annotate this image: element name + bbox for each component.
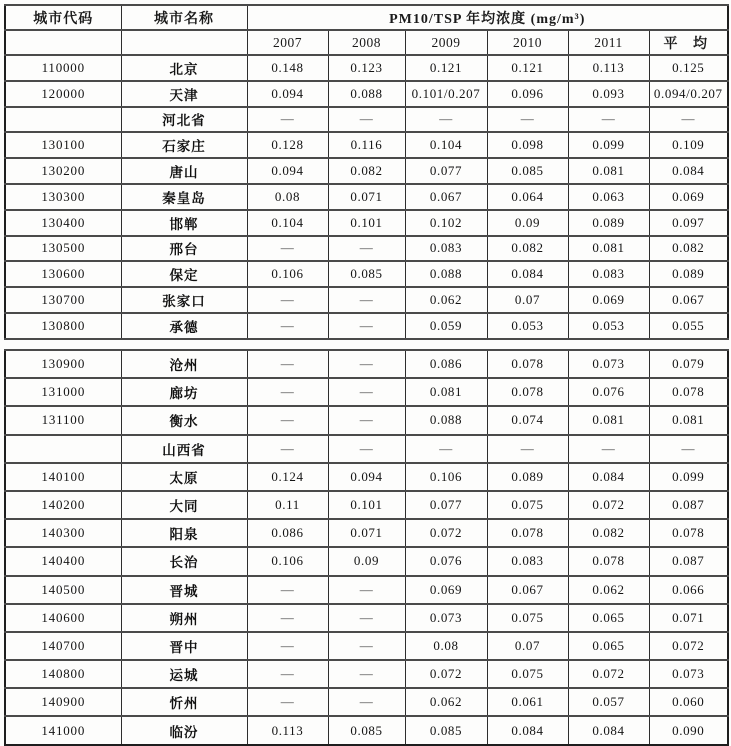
value-cell: 0.062 bbox=[405, 287, 487, 313]
city-name-cell: 长治 bbox=[121, 547, 247, 575]
value-cell: 0.083 bbox=[405, 236, 487, 262]
city-code-cell: 110000 bbox=[5, 55, 121, 81]
value-cell: 0.124 bbox=[247, 463, 328, 491]
value-cell: 0.073 bbox=[568, 350, 649, 378]
value-cell: 0.076 bbox=[568, 378, 649, 406]
value-cell: 0.093 bbox=[568, 81, 649, 107]
value-cell: 0.053 bbox=[487, 313, 568, 339]
value-cell: 0.128 bbox=[247, 132, 328, 158]
value-cell: — bbox=[328, 378, 405, 406]
city-name-cell: 承德 bbox=[121, 313, 247, 339]
value-cell: 0.081 bbox=[405, 378, 487, 406]
value-cell: 0.096 bbox=[487, 81, 568, 107]
city-code-cell: 140600 bbox=[5, 604, 121, 632]
value-cell: 0.071 bbox=[649, 604, 728, 632]
value-cell: 0.099 bbox=[568, 132, 649, 158]
city-name-cell: 邯郸 bbox=[121, 210, 247, 236]
value-cell: 0.065 bbox=[568, 632, 649, 660]
table-row bbox=[5, 184, 728, 210]
table-row bbox=[5, 604, 728, 632]
value-cell: 0.085 bbox=[328, 261, 405, 287]
value-cell: 0.067 bbox=[405, 184, 487, 210]
city-name-cell: 阳泉 bbox=[121, 519, 247, 547]
value-cell: — bbox=[328, 576, 405, 604]
value-cell: 0.08 bbox=[247, 184, 328, 210]
city-code-cell: 140900 bbox=[5, 688, 121, 716]
value-cell: — bbox=[328, 435, 405, 463]
value-cell: 0.084 bbox=[568, 463, 649, 491]
value-cell: 0.055 bbox=[649, 313, 728, 339]
value-cell: — bbox=[247, 632, 328, 660]
table-row bbox=[5, 716, 728, 745]
header-pm-title: PM10/TSP 年均浓度 (mg/m³) bbox=[247, 5, 728, 30]
value-cell: 0.08 bbox=[405, 632, 487, 660]
value-cell: 0.101 bbox=[328, 210, 405, 236]
city-code-cell: 130300 bbox=[5, 184, 121, 210]
value-cell: 0.072 bbox=[405, 519, 487, 547]
value-cell: 0.078 bbox=[487, 350, 568, 378]
value-cell: 0.116 bbox=[328, 132, 405, 158]
header-city-code: 城市代码 bbox=[5, 5, 121, 30]
city-code-cell: 140300 bbox=[5, 519, 121, 547]
value-cell: 0.106 bbox=[247, 547, 328, 575]
header-year-2010: 2010 bbox=[487, 30, 568, 55]
value-cell: 0.074 bbox=[487, 406, 568, 434]
value-cell: 0.069 bbox=[568, 287, 649, 313]
value-cell: 0.094 bbox=[247, 81, 328, 107]
city-name-cell: 沧州 bbox=[121, 350, 247, 378]
value-cell: 0.082 bbox=[568, 519, 649, 547]
value-cell: 0.083 bbox=[568, 261, 649, 287]
value-cell: — bbox=[328, 107, 405, 133]
city-code-cell: 140100 bbox=[5, 463, 121, 491]
value-cell: 0.082 bbox=[328, 158, 405, 184]
table-row bbox=[5, 313, 728, 339]
value-cell: 0.101 bbox=[328, 491, 405, 519]
table-row bbox=[5, 287, 728, 313]
city-code-cell: 130700 bbox=[5, 287, 121, 313]
pm-concentration-table-lower bbox=[4, 349, 729, 746]
city-code-cell: 140200 bbox=[5, 491, 121, 519]
value-cell: 0.072 bbox=[568, 660, 649, 688]
value-cell: — bbox=[328, 660, 405, 688]
city-name-cell: 唐山 bbox=[121, 158, 247, 184]
value-cell: 0.089 bbox=[649, 261, 728, 287]
value-cell: 0.065 bbox=[568, 604, 649, 632]
header-year-2009: 2009 bbox=[405, 30, 487, 55]
value-cell: — bbox=[328, 236, 405, 262]
city-code-cell bbox=[5, 435, 121, 463]
value-cell: 0.067 bbox=[649, 287, 728, 313]
city-name-cell: 天津 bbox=[121, 81, 247, 107]
city-name-cell: 运城 bbox=[121, 660, 247, 688]
value-cell: 0.072 bbox=[405, 660, 487, 688]
value-cell: — bbox=[328, 287, 405, 313]
value-cell: — bbox=[247, 350, 328, 378]
table-row bbox=[5, 463, 728, 491]
table-row bbox=[5, 107, 728, 133]
value-cell: 0.088 bbox=[328, 81, 405, 107]
city-name-cell: 北京 bbox=[121, 55, 247, 81]
table-row bbox=[5, 576, 728, 604]
value-cell: 0.075 bbox=[487, 491, 568, 519]
value-cell: 0.094 bbox=[328, 463, 405, 491]
value-cell: — bbox=[405, 107, 487, 133]
city-code-cell: 131000 bbox=[5, 378, 121, 406]
value-cell: 0.071 bbox=[328, 184, 405, 210]
value-cell: 0.069 bbox=[405, 576, 487, 604]
value-cell: 0.053 bbox=[568, 313, 649, 339]
value-cell: 0.072 bbox=[649, 632, 728, 660]
city-name-cell: 廊坊 bbox=[121, 378, 247, 406]
table-row bbox=[5, 81, 728, 107]
value-cell: 0.085 bbox=[405, 716, 487, 745]
header-row-main bbox=[5, 5, 728, 30]
city-code-cell: 130200 bbox=[5, 158, 121, 184]
value-cell: 0.076 bbox=[405, 547, 487, 575]
header-average: 平 均 bbox=[649, 30, 728, 55]
city-name-cell: 保定 bbox=[121, 261, 247, 287]
header-city-name: 城市名称 bbox=[121, 5, 247, 30]
value-cell: 0.073 bbox=[405, 604, 487, 632]
city-code-cell: 130900 bbox=[5, 350, 121, 378]
city-name-cell: 邢台 bbox=[121, 236, 247, 262]
value-cell: 0.106 bbox=[405, 463, 487, 491]
table-row bbox=[5, 547, 728, 575]
value-cell: 0.081 bbox=[568, 236, 649, 262]
value-cell: 0.059 bbox=[405, 313, 487, 339]
value-cell: 0.077 bbox=[405, 491, 487, 519]
header-blank-code bbox=[5, 30, 121, 55]
city-code-cell: 140400 bbox=[5, 547, 121, 575]
value-cell: — bbox=[405, 435, 487, 463]
value-cell: 0.078 bbox=[487, 378, 568, 406]
city-code-cell: 130800 bbox=[5, 313, 121, 339]
value-cell: 0.07 bbox=[487, 632, 568, 660]
header-year-2011: 2011 bbox=[568, 30, 649, 55]
city-name-cell: 河北省 bbox=[121, 107, 247, 133]
city-code-cell: 140700 bbox=[5, 632, 121, 660]
city-name-cell: 大同 bbox=[121, 491, 247, 519]
table-row bbox=[5, 158, 728, 184]
table-row bbox=[5, 632, 728, 660]
value-cell: 0.090 bbox=[649, 716, 728, 745]
value-cell: 0.09 bbox=[328, 547, 405, 575]
city-code-cell: 130400 bbox=[5, 210, 121, 236]
value-cell: 0.102 bbox=[405, 210, 487, 236]
value-cell: 0.125 bbox=[649, 55, 728, 81]
table-row bbox=[5, 55, 728, 81]
table-row bbox=[5, 261, 728, 287]
value-cell: 0.084 bbox=[487, 716, 568, 745]
table-row bbox=[5, 491, 728, 519]
value-cell: — bbox=[568, 435, 649, 463]
city-code-cell bbox=[5, 107, 121, 133]
value-cell: 0.113 bbox=[247, 716, 328, 745]
table-row bbox=[5, 378, 728, 406]
header-year-2008: 2008 bbox=[328, 30, 405, 55]
table-body-lower bbox=[5, 350, 728, 745]
value-cell: 0.082 bbox=[649, 236, 728, 262]
city-code-cell: 130600 bbox=[5, 261, 121, 287]
value-cell: — bbox=[328, 688, 405, 716]
value-cell: 0.073 bbox=[649, 660, 728, 688]
value-cell: 0.077 bbox=[405, 158, 487, 184]
value-cell: 0.069 bbox=[649, 184, 728, 210]
value-cell: 0.062 bbox=[405, 688, 487, 716]
value-cell: 0.097 bbox=[649, 210, 728, 236]
value-cell: 0.063 bbox=[568, 184, 649, 210]
pm-concentration-table-upper bbox=[4, 4, 729, 340]
value-cell: 0.113 bbox=[568, 55, 649, 81]
table-row bbox=[5, 435, 728, 463]
value-cell: 0.099 bbox=[649, 463, 728, 491]
value-cell: 0.098 bbox=[487, 132, 568, 158]
value-cell: 0.084 bbox=[487, 261, 568, 287]
value-cell: 0.106 bbox=[247, 261, 328, 287]
value-cell: 0.078 bbox=[487, 519, 568, 547]
city-code-cell: 130500 bbox=[5, 236, 121, 262]
value-cell: 0.087 bbox=[649, 491, 728, 519]
value-cell: — bbox=[247, 236, 328, 262]
value-cell: 0.084 bbox=[568, 716, 649, 745]
value-cell: 0.088 bbox=[405, 406, 487, 434]
value-cell: 0.089 bbox=[568, 210, 649, 236]
value-cell: — bbox=[568, 107, 649, 133]
city-name-cell: 朔州 bbox=[121, 604, 247, 632]
table-row bbox=[5, 236, 728, 262]
value-cell: — bbox=[247, 378, 328, 406]
city-code-cell: 140800 bbox=[5, 660, 121, 688]
value-cell: 0.121 bbox=[487, 55, 568, 81]
value-cell: 0.081 bbox=[649, 406, 728, 434]
header-row-years bbox=[5, 30, 728, 55]
value-cell: — bbox=[247, 313, 328, 339]
value-cell: 0.121 bbox=[405, 55, 487, 81]
table-row bbox=[5, 210, 728, 236]
value-cell: 0.086 bbox=[405, 350, 487, 378]
value-cell: 0.148 bbox=[247, 55, 328, 81]
value-cell: 0.057 bbox=[568, 688, 649, 716]
value-cell: — bbox=[487, 435, 568, 463]
value-cell: — bbox=[487, 107, 568, 133]
value-cell: 0.083 bbox=[487, 547, 568, 575]
value-cell: — bbox=[247, 688, 328, 716]
value-cell: 0.081 bbox=[568, 158, 649, 184]
table-row bbox=[5, 688, 728, 716]
value-cell: — bbox=[649, 107, 728, 133]
value-cell: 0.082 bbox=[487, 236, 568, 262]
value-cell: 0.064 bbox=[487, 184, 568, 210]
city-name-cell: 临汾 bbox=[121, 716, 247, 745]
value-cell: 0.104 bbox=[247, 210, 328, 236]
value-cell: — bbox=[328, 632, 405, 660]
city-code-cell: 120000 bbox=[5, 81, 121, 107]
city-name-cell: 石家庄 bbox=[121, 132, 247, 158]
value-cell: 0.060 bbox=[649, 688, 728, 716]
value-cell: 0.078 bbox=[568, 547, 649, 575]
table-row bbox=[5, 519, 728, 547]
city-code-cell: 141000 bbox=[5, 716, 121, 745]
value-cell: — bbox=[649, 435, 728, 463]
header-blank-name bbox=[121, 30, 247, 55]
value-cell: 0.084 bbox=[649, 158, 728, 184]
value-cell: 0.109 bbox=[649, 132, 728, 158]
value-cell: — bbox=[328, 406, 405, 434]
city-code-cell: 130100 bbox=[5, 132, 121, 158]
city-name-cell: 秦皇岛 bbox=[121, 184, 247, 210]
table-row bbox=[5, 660, 728, 688]
value-cell: — bbox=[328, 313, 405, 339]
city-code-cell: 140500 bbox=[5, 576, 121, 604]
value-cell: 0.086 bbox=[247, 519, 328, 547]
value-cell: 0.061 bbox=[487, 688, 568, 716]
city-name-cell: 张家口 bbox=[121, 287, 247, 313]
value-cell: 0.094/0.207 bbox=[649, 81, 728, 107]
value-cell: 0.123 bbox=[328, 55, 405, 81]
city-name-cell: 晋中 bbox=[121, 632, 247, 660]
table-row bbox=[5, 132, 728, 158]
value-cell: 0.089 bbox=[487, 463, 568, 491]
city-name-cell: 太原 bbox=[121, 463, 247, 491]
city-name-cell: 忻州 bbox=[121, 688, 247, 716]
value-cell: — bbox=[247, 435, 328, 463]
city-name-cell: 晋城 bbox=[121, 576, 247, 604]
value-cell: 0.104 bbox=[405, 132, 487, 158]
value-cell: — bbox=[247, 604, 328, 632]
value-cell: 0.072 bbox=[568, 491, 649, 519]
city-code-cell: 131100 bbox=[5, 406, 121, 434]
table-body-upper bbox=[5, 55, 728, 339]
value-cell: — bbox=[247, 660, 328, 688]
value-cell: — bbox=[247, 287, 328, 313]
value-cell: 0.071 bbox=[328, 519, 405, 547]
value-cell: 0.078 bbox=[649, 519, 728, 547]
city-name-cell: 衡水 bbox=[121, 406, 247, 434]
value-cell: 0.075 bbox=[487, 660, 568, 688]
value-cell: 0.087 bbox=[649, 547, 728, 575]
value-cell: 0.085 bbox=[328, 716, 405, 745]
value-cell: — bbox=[247, 406, 328, 434]
value-cell: — bbox=[328, 604, 405, 632]
value-cell: 0.094 bbox=[247, 158, 328, 184]
value-cell: — bbox=[247, 576, 328, 604]
value-cell: 0.101/0.207 bbox=[405, 81, 487, 107]
value-cell: 0.09 bbox=[487, 210, 568, 236]
value-cell: 0.081 bbox=[568, 406, 649, 434]
value-cell: — bbox=[247, 107, 328, 133]
value-cell: 0.067 bbox=[487, 576, 568, 604]
value-cell: 0.066 bbox=[649, 576, 728, 604]
value-cell: 0.088 bbox=[405, 261, 487, 287]
table-row bbox=[5, 350, 728, 378]
table-row bbox=[5, 406, 728, 434]
value-cell: 0.079 bbox=[649, 350, 728, 378]
value-cell: 0.062 bbox=[568, 576, 649, 604]
value-cell: 0.11 bbox=[247, 491, 328, 519]
value-cell: — bbox=[328, 350, 405, 378]
value-cell: 0.075 bbox=[487, 604, 568, 632]
value-cell: 0.07 bbox=[487, 287, 568, 313]
header-year-2007: 2007 bbox=[247, 30, 328, 55]
value-cell: 0.078 bbox=[649, 378, 728, 406]
city-name-cell: 山西省 bbox=[121, 435, 247, 463]
value-cell: 0.085 bbox=[487, 158, 568, 184]
